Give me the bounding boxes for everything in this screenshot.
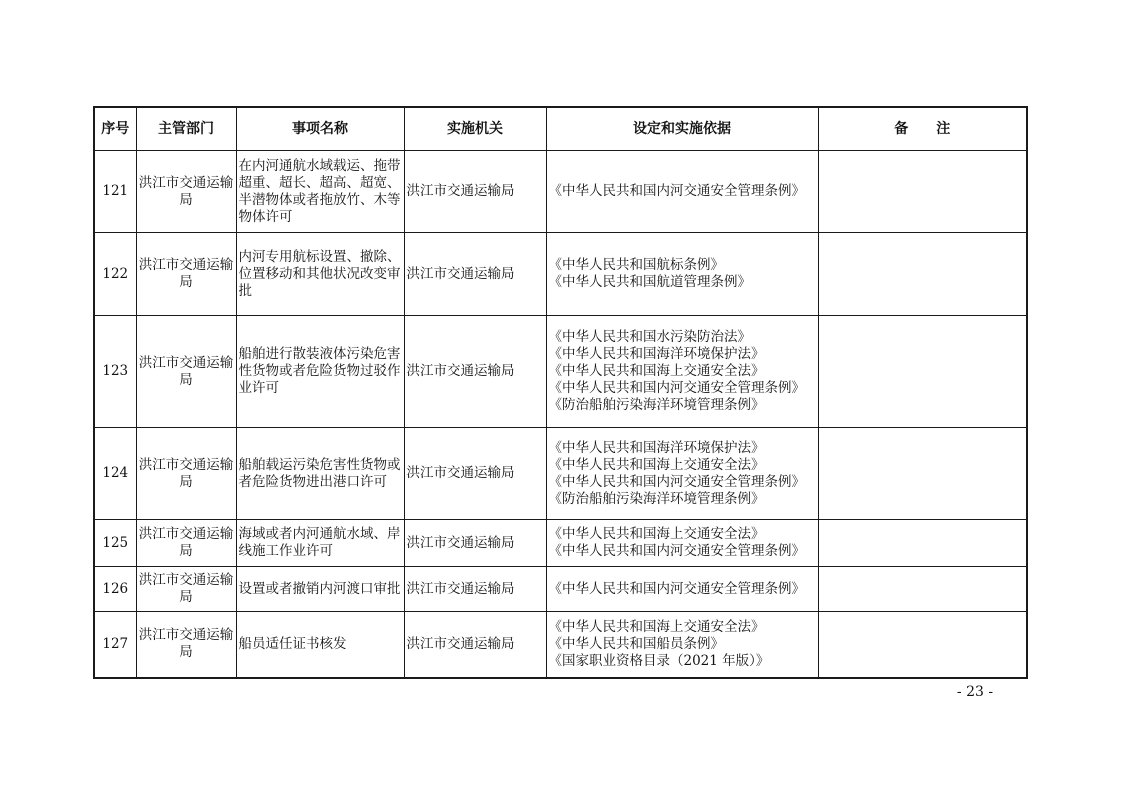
row-item-name: 船舶进行散装液体污染危害性货物或者危险货物过驳作业许可 [236,316,404,428]
row-department: 洪江市交通运输局 [136,316,236,428]
table-row [94,520,1027,567]
row-serial-number: 125 [94,520,136,567]
row-item-name: 船员适任证书核发 [236,612,404,678]
row-serial-number: 127 [94,612,136,678]
row-serial-number: 122 [94,233,136,316]
page-number: - 23 - [956,684,994,700]
basis-line: 《中华人民共和国海上交通安全法》 [548,456,765,473]
row-remarks [818,567,1027,612]
row-department: 洪江市交通运输局 [136,233,236,316]
basis-line: 《防治船舶污染海洋环境管理条例》 [548,397,765,413]
basis-line: 《中华人民共和国内河交通安全管理条例》 [548,380,805,396]
basis-line: 《中华人民共和国海上交通安全法》 [548,618,765,635]
basis-line: 《中华人民共和国内河交通安全管理条例》 [548,580,805,597]
basis-line: 《中华人民共和国水污染防治法》 [548,329,751,345]
row-department: 洪江市交通运输局 [136,151,236,233]
row-department: 洪江市交通运输局 [136,520,236,567]
permit-table [93,106,1028,679]
table-row [94,151,1027,233]
table-body [94,151,1027,678]
row-serial-number: 121 [94,151,136,233]
row-remarks [818,233,1027,316]
table-row [94,233,1027,316]
row-legal-basis [546,520,818,567]
row-legal-basis [546,612,818,678]
basis-line: 《中华人民共和国内河交通安全管理条例》 [548,543,805,559]
basis-line: 《中华人民共和国内河交通安全管理条例》 [548,473,805,490]
basis-line: 《中华人民共和国航道管理条例》 [548,274,751,290]
row-remarks [818,612,1027,678]
row-item-name: 船舶载运污染危害性货物或者危险货物进出港口许可 [236,428,404,520]
row-legal-basis [546,151,818,233]
row-remarks [818,428,1027,520]
basis-line: 《中华人民共和国海上交通安全法》 [548,363,765,379]
basis-line: 《防治船舶污染海洋环境管理条例》 [548,490,765,507]
row-remarks [818,520,1027,567]
row-legal-basis [546,428,818,520]
row-remarks [818,151,1027,233]
table-row [94,316,1027,428]
table-header-row [94,107,1027,151]
row-serial-number: 123 [94,316,136,428]
row-serial-number: 126 [94,567,136,612]
row-remarks [818,316,1027,428]
row-agency: 洪江市交通运输局 [404,233,546,316]
row-item-name: 设置或者撤销内河渡口审批 [236,567,404,612]
row-agency: 洪江市交通运输局 [404,612,546,678]
header-remarks: 备 注 [818,107,1027,151]
row-legal-basis [546,233,818,316]
basis-line: 《中华人民共和国内河交通安全管理条例》 [548,183,805,199]
row-department: 洪江市交通运输局 [136,567,236,612]
basis-line: 《中华人民共和国海上交通安全法》 [548,526,765,542]
row-agency: 洪江市交通运输局 [404,428,546,520]
header-serial-number: 序号 [94,107,136,151]
basis-line: 《中华人民共和国船员条例》 [548,635,724,652]
header-legal-basis: 设定和实施依据 [546,107,818,151]
table-row [94,428,1027,520]
row-department: 洪江市交通运输局 [136,612,236,678]
row-department: 洪江市交通运输局 [136,428,236,520]
header-department: 主管部门 [136,107,236,151]
row-agency: 洪江市交通运输局 [404,567,546,612]
table-row [94,567,1027,612]
row-serial-number: 124 [94,428,136,520]
row-item-name: 在内河通航水域载运、拖带超重、超长、超高、超宽、半潜物体或者拖放竹、木等物体许可 [236,151,404,233]
basis-line: 《国家职业资格目录（2021 年版）》 [548,652,770,669]
row-agency: 洪江市交通运输局 [404,520,546,567]
header-item-name: 事项名称 [236,107,404,151]
basis-line: 《中华人民共和国海洋环境保护法》 [548,439,765,456]
row-item-name: 内河专用航标设置、撤除、位置移动和其他状况改变审批 [236,233,404,316]
row-legal-basis [546,567,818,612]
basis-line: 《中华人民共和国航标条例》 [548,257,724,273]
basis-line: 《中华人民共和国海洋环境保护法》 [548,346,765,362]
row-agency: 洪江市交通运输局 [404,151,546,233]
row-agency: 洪江市交通运输局 [404,316,546,428]
row-legal-basis [546,316,818,428]
table-row [94,612,1027,678]
header-implementing-agency: 实施机关 [404,107,546,151]
row-item-name: 海域或者内河通航水域、岸线施工作业许可 [236,520,404,567]
